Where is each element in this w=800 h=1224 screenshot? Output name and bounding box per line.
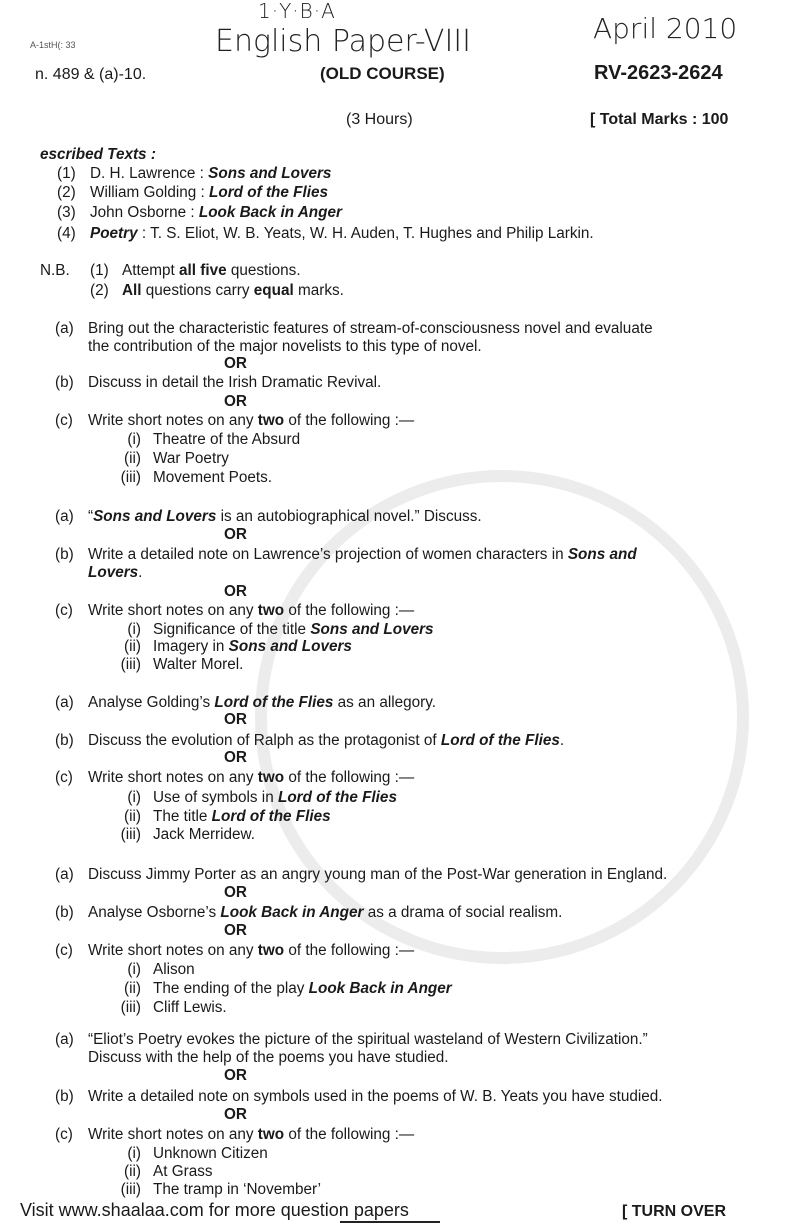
title-text: Poetry bbox=[90, 225, 138, 242]
sub-option bbox=[153, 469, 272, 487]
item-number: (1) bbox=[57, 165, 76, 182]
or-separator bbox=[224, 922, 247, 940]
question-part-label: (c) bbox=[55, 942, 73, 959]
text-segment: “ bbox=[88, 508, 94, 525]
roman-numeral-label: (i) bbox=[127, 1145, 141, 1162]
question-line bbox=[88, 1049, 449, 1067]
question-line bbox=[88, 904, 562, 922]
roman-numeral-label: (ii) bbox=[124, 980, 141, 997]
handwritten-date: April 2010 bbox=[593, 12, 738, 45]
text-segment: questions carry bbox=[141, 282, 254, 299]
question-line bbox=[88, 546, 637, 564]
text-segment: Cliff Lewis. bbox=[153, 999, 227, 1016]
or-separator bbox=[224, 583, 247, 601]
text-segment: the contribution of the major novelists to this type of novel. bbox=[88, 338, 482, 355]
text-segment: Movement Poets. bbox=[153, 469, 273, 486]
text-segment: Discuss with the help of the poems you have studied. bbox=[88, 1049, 449, 1066]
sub-option bbox=[153, 961, 195, 979]
text-segment: OR bbox=[224, 711, 247, 728]
sub-option bbox=[153, 1145, 268, 1163]
question-part-label: (a) bbox=[55, 320, 74, 337]
sub-option bbox=[153, 789, 397, 807]
title-text: Sons and Lovers bbox=[208, 165, 332, 182]
text-segment: marks. bbox=[293, 282, 344, 299]
sub-option bbox=[153, 431, 300, 449]
handwritten-title: English Paper-VIII bbox=[215, 24, 471, 59]
or-separator bbox=[224, 1067, 247, 1085]
text-segment: of the following :— bbox=[284, 769, 415, 786]
sub-option bbox=[153, 1163, 213, 1181]
question-part-label: (b) bbox=[55, 904, 74, 921]
question-part-label: (b) bbox=[55, 546, 74, 563]
title-text: Lord of the Flies bbox=[277, 789, 397, 806]
text-segment: two bbox=[257, 769, 285, 786]
text-segment: as a drama of social realism. bbox=[363, 904, 563, 921]
or-separator bbox=[224, 711, 247, 729]
text-segment: equal bbox=[253, 282, 294, 299]
course-label: (OLD COURSE) bbox=[320, 64, 445, 83]
footer-visit-link[interactable]: Visit www.shaalaa.com for more question papers bbox=[20, 1200, 409, 1220]
question-line bbox=[88, 1031, 648, 1049]
question-part-label: (c) bbox=[55, 769, 73, 786]
text-segment: D. H. Lawrence : bbox=[90, 165, 209, 182]
text-segment: OR bbox=[224, 393, 247, 410]
handwritten-class: 1·Y·B·A bbox=[258, 0, 336, 23]
item-number: (1) bbox=[90, 262, 109, 279]
roman-numeral-label: (iii) bbox=[120, 826, 141, 843]
text-segment: Write short notes on any bbox=[88, 769, 258, 786]
question-line bbox=[88, 508, 482, 526]
text-segment: all five bbox=[178, 262, 227, 279]
question-part-label: (b) bbox=[55, 374, 74, 391]
question-part-label: (a) bbox=[55, 508, 74, 525]
sub-option bbox=[153, 638, 352, 656]
title-text: Lord of the Flies bbox=[440, 732, 560, 749]
question-line bbox=[122, 282, 344, 300]
title-text: Look Back in Anger bbox=[220, 904, 364, 921]
title-text: Sons and bbox=[567, 546, 637, 563]
item-number: (2) bbox=[57, 184, 76, 201]
sub-option bbox=[153, 808, 331, 826]
text-segment: . bbox=[559, 732, 565, 749]
roman-numeral-label: (iii) bbox=[120, 656, 141, 673]
or-separator bbox=[224, 749, 247, 767]
question-part-label: (c) bbox=[55, 602, 73, 619]
text-segment: OR bbox=[224, 583, 247, 600]
text-segment: Imagery in bbox=[153, 638, 229, 655]
text-segment: At Grass bbox=[153, 1163, 213, 1180]
or-separator bbox=[224, 1106, 247, 1124]
text-segment: Write short notes on any bbox=[88, 412, 258, 429]
text-segment: . bbox=[138, 564, 143, 581]
prescribed-text bbox=[90, 165, 331, 183]
nb-label: N.B. bbox=[40, 262, 70, 279]
text-segment: Write a detailed note on Lawrence’s projection of women characters in bbox=[88, 546, 568, 563]
text-segment: Write short notes on any bbox=[88, 1126, 258, 1143]
sub-option bbox=[153, 826, 255, 844]
text-segment: as an allegory. bbox=[333, 694, 437, 711]
text-segment: All bbox=[122, 282, 142, 299]
question-line bbox=[40, 146, 156, 164]
paper-code: RV-2623-2624 bbox=[594, 62, 723, 84]
text-segment: of the following :— bbox=[284, 412, 415, 429]
text-segment: is an autobiographical novel.” Discuss. bbox=[216, 508, 482, 525]
sub-option bbox=[153, 621, 434, 639]
question-line bbox=[88, 338, 482, 356]
text-segment: Theatre of the Absurd bbox=[153, 431, 301, 448]
question-part-label: (c) bbox=[55, 1126, 73, 1143]
roman-numeral-label: (i) bbox=[127, 621, 141, 638]
roman-numeral-label: (iii) bbox=[120, 999, 141, 1016]
text-segment: Alison bbox=[153, 961, 195, 978]
text-segment: “Eliot’s Poetry evokes the picture of the spiritual wasteland of Western Civilization.” bbox=[88, 1031, 648, 1048]
text-segment: John Osborne : bbox=[90, 204, 199, 221]
text-segment: two bbox=[257, 1126, 285, 1143]
roman-numeral-label: (ii) bbox=[124, 1163, 141, 1180]
prescribed-text bbox=[90, 204, 342, 222]
title-text: Lovers bbox=[88, 564, 139, 581]
sub-option bbox=[153, 999, 227, 1017]
text-segment: of the following :— bbox=[284, 942, 415, 959]
text-segment: questions. bbox=[226, 262, 301, 279]
text-segment: The title bbox=[153, 808, 212, 825]
text-segment: : T. S. Eliot, W. B. Yeats, W. H. Auden, T. Hughes and Philip Larkin. bbox=[137, 225, 594, 242]
question-part-label: (b) bbox=[55, 732, 74, 749]
text-segment: OR bbox=[224, 884, 247, 901]
text-segment: two bbox=[257, 602, 285, 619]
sub-option bbox=[153, 980, 452, 998]
question-line bbox=[122, 262, 301, 280]
sub-option bbox=[153, 1181, 321, 1199]
item-number: (3) bbox=[57, 204, 76, 221]
text-segment: Unknown Citizen bbox=[153, 1145, 268, 1162]
text-segment: Analyse Osborne’s bbox=[88, 904, 221, 921]
roman-numeral-label: (ii) bbox=[124, 808, 141, 825]
question-line bbox=[88, 564, 142, 582]
text-segment: Walter Morel. bbox=[153, 656, 244, 673]
question-line bbox=[88, 732, 564, 750]
roman-numeral-label: (ii) bbox=[124, 450, 141, 467]
title-text: Lord of the Flies bbox=[214, 694, 334, 711]
title-text: Sons and Lovers bbox=[228, 638, 352, 655]
text-segment: Write short notes on any bbox=[88, 942, 258, 959]
title-text: Sons and Lovers bbox=[93, 508, 217, 525]
text-segment: Use of symbols in bbox=[153, 789, 278, 806]
roman-numeral-label: (i) bbox=[127, 961, 141, 978]
text-segment: OR bbox=[224, 1106, 247, 1123]
roman-numeral-label: (i) bbox=[127, 431, 141, 448]
text-segment: OR bbox=[224, 749, 247, 766]
question-part-label: (a) bbox=[55, 1031, 74, 1048]
title-text: Look Back in Anger bbox=[198, 204, 342, 221]
text-segment: Discuss the evolution of Ralph as the protagonist of bbox=[88, 732, 441, 749]
title-text: Sons and Lovers bbox=[310, 621, 434, 638]
question-line bbox=[88, 866, 667, 884]
duration: (3 Hours) bbox=[346, 111, 413, 128]
title-text: Look Back in Anger bbox=[308, 980, 452, 997]
text-segment: War Poetry bbox=[153, 450, 229, 467]
watermark-circle bbox=[255, 470, 749, 964]
question-part-label: (c) bbox=[55, 412, 73, 429]
turn-over-label: [ TURN OVER bbox=[622, 1203, 726, 1220]
question-part-label: (a) bbox=[55, 866, 74, 883]
sub-option bbox=[153, 450, 229, 468]
or-separator bbox=[224, 884, 247, 902]
question-line bbox=[88, 374, 381, 392]
item-number: (2) bbox=[90, 282, 109, 299]
text-segment: OR bbox=[224, 355, 247, 372]
question-line bbox=[88, 602, 414, 620]
text-segment: Discuss Jimmy Porter as an angry young man of the Post-War generation in England. bbox=[88, 866, 668, 883]
text-segment: OR bbox=[224, 1067, 247, 1084]
text-segment: OR bbox=[224, 526, 247, 543]
text-segment: Jack Merridew. bbox=[153, 826, 256, 843]
question-line bbox=[88, 1126, 414, 1144]
question-line bbox=[88, 694, 436, 712]
text-segment: Attempt bbox=[122, 262, 179, 279]
text-segment: Write a detailed note on symbols used in the poems of W. B. Yeats you have studied. bbox=[88, 1088, 663, 1105]
text-segment: two bbox=[257, 412, 285, 429]
prescribed-text bbox=[90, 225, 594, 243]
or-separator bbox=[224, 526, 247, 544]
or-separator bbox=[224, 393, 247, 411]
sub-option bbox=[153, 656, 243, 674]
question-line bbox=[88, 320, 653, 338]
question-line bbox=[88, 412, 414, 430]
total-marks: [ Total Marks : 100 bbox=[590, 111, 729, 128]
prescribed-text bbox=[90, 184, 328, 202]
question-line bbox=[88, 1088, 663, 1106]
title-text: Lord of the Flies bbox=[211, 808, 331, 825]
roman-numeral-label: (iii) bbox=[120, 1181, 141, 1198]
roman-numeral-label: (iii) bbox=[120, 469, 141, 486]
text-segment: two bbox=[257, 942, 285, 959]
question-part-label: (b) bbox=[55, 1088, 74, 1105]
question-part-label: (a) bbox=[55, 694, 74, 711]
text-segment: Bring out the characteristic features of stream-of-consciousness novel and evaluate bbox=[88, 320, 653, 337]
text-segment: Discuss in detail the Irish Dramatic Revival. bbox=[88, 374, 382, 391]
question-line bbox=[88, 769, 414, 787]
text-segment: of the following :— bbox=[284, 1126, 415, 1143]
title-text: escribed Texts : bbox=[40, 146, 156, 163]
text-segment: The tramp in ‘November’ bbox=[153, 1181, 322, 1198]
text-segment: William Golding : bbox=[90, 184, 210, 201]
title-text: Lord of the Flies bbox=[209, 184, 328, 201]
divider bbox=[340, 1221, 440, 1223]
paper-ref: n. 489 & (a)-10. bbox=[35, 66, 147, 83]
or-separator bbox=[224, 355, 247, 373]
text-segment: of the following :— bbox=[284, 602, 415, 619]
roman-numeral-label: (i) bbox=[127, 789, 141, 806]
item-number: (4) bbox=[57, 225, 76, 242]
text-segment: The ending of the play bbox=[153, 980, 309, 997]
text-segment: Significance of the title bbox=[153, 621, 311, 638]
question-line bbox=[88, 942, 414, 960]
text-segment: OR bbox=[224, 922, 247, 939]
paper-code-left: A-1stH(: 33 bbox=[30, 40, 76, 50]
text-segment: Write short notes on any bbox=[88, 602, 258, 619]
roman-numeral-label: (ii) bbox=[124, 638, 141, 655]
text-segment: Analyse Golding’s bbox=[88, 694, 215, 711]
